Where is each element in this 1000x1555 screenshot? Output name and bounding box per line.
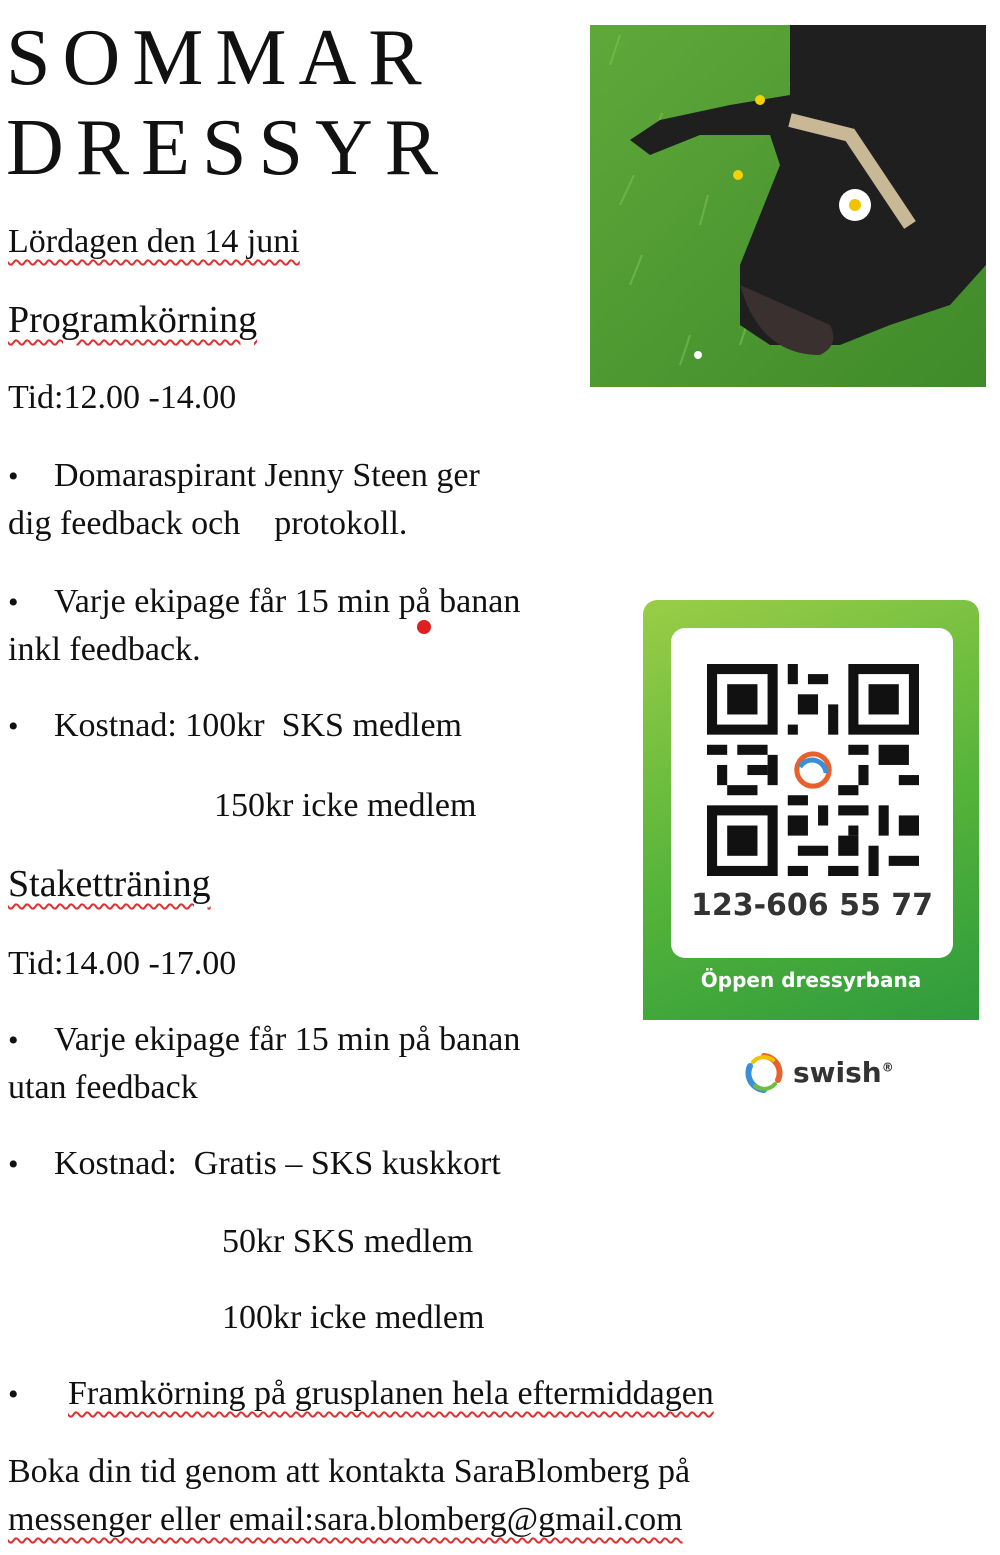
title-line-2: DRESSYR bbox=[6, 104, 451, 192]
staket-bullet2-line1: Kostnad: Gratis – SKS kuskkort bbox=[54, 1145, 501, 1182]
staket-bullet2-line2: 50kr SKS medlem bbox=[222, 1223, 474, 1260]
program-bullet3-line1: Kostnad: 100kr SKS medlem bbox=[54, 707, 462, 744]
program-bullet2-line1: Varje ekipage får 15 min på banan bbox=[54, 583, 521, 620]
program-bullet1-line2: dig feedback och protokoll. bbox=[8, 505, 408, 542]
staket-time: Tid:14.00 -17.00 bbox=[8, 945, 237, 982]
swish-logo-icon bbox=[743, 1052, 785, 1094]
swish-brand-text bbox=[793, 1056, 894, 1089]
program-bullet3-line2: 150kr icke medlem bbox=[214, 787, 477, 824]
swish-brand-name: swish bbox=[793, 1056, 882, 1089]
red-dot-marker bbox=[417, 620, 431, 634]
swish-qr-card bbox=[643, 600, 979, 1110]
booking-line1: Boka din tid genom att kontakta SaraBlomberg på bbox=[8, 1453, 691, 1490]
bullet-icon: • bbox=[8, 460, 19, 493]
horse-photo bbox=[590, 25, 986, 387]
swish-number: 123-606 55 77 bbox=[690, 888, 934, 923]
staket-bullet1-line2: utan feedback bbox=[8, 1069, 198, 1106]
staket-bullet2-line3: 100kr icke medlem bbox=[222, 1299, 485, 1336]
bullet-icon: • bbox=[8, 710, 19, 743]
program-heading: Programkörning bbox=[8, 299, 258, 341]
bullet-icon: • bbox=[8, 1024, 19, 1057]
event-date: Lördagen den 14 juni bbox=[8, 223, 300, 260]
bullet-icon: • bbox=[8, 1148, 19, 1181]
qr-code-icon bbox=[707, 664, 919, 876]
staket-bullet1-line1: Varje ekipage får 15 min på banan bbox=[54, 1021, 521, 1058]
program-bullet2-line2: inkl feedback. bbox=[8, 631, 201, 668]
program-bullet1-line1: Domaraspirant Jenny Steen ger bbox=[54, 457, 480, 494]
program-time: Tid:12.00 -14.00 bbox=[8, 379, 237, 416]
title-line-1: SOMMAR bbox=[6, 14, 434, 102]
bullet-icon: • bbox=[8, 586, 19, 619]
swish-registered-mark: ® bbox=[881, 1060, 894, 1075]
staket-heading: Staketträning bbox=[8, 863, 211, 905]
swish-qr-panel bbox=[671, 628, 953, 958]
booking-line2: messenger eller email:sara.blomberg@gmail.com bbox=[8, 1501, 683, 1538]
bullet-icon: • bbox=[8, 1378, 19, 1411]
swish-caption: Öppen dressyrbana bbox=[700, 968, 922, 992]
staket-bullet3: Framkörning på grusplanen hela eftermiddagen bbox=[68, 1375, 714, 1412]
